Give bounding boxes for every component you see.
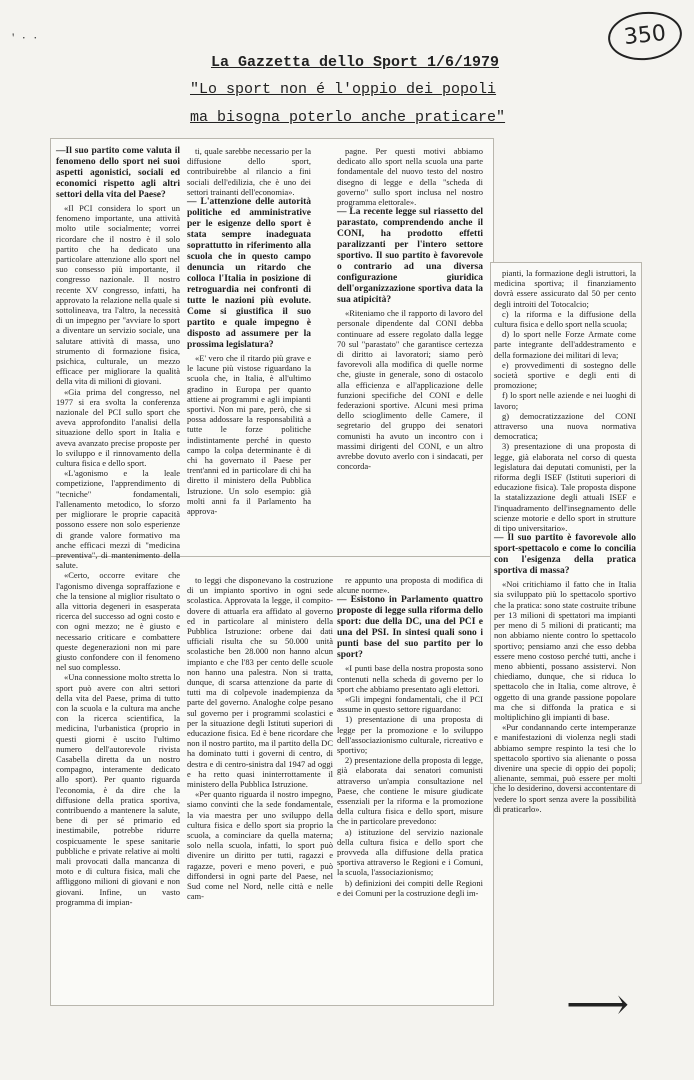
- article-paragraph: 3) presentazione di una proposta di legge, già elaborata nel corso di questa legislatura dai deputati comunisti, per la riforma degli ISEF (Istituti superiori di educazione fisica). Tale proposta dispone la statalizzazione degli attuali ISEF e l'inquadramento dell'insegnamento delle scienze motorie e dello sport in strutture di tipo universitario».: [494, 441, 636, 534]
- article-paragraph: «Gli impegni fondamentali, che il PCI assume in questo settore riguardano:: [337, 694, 483, 715]
- article-paragraph: «Gia prima del congresso, nel 1977 si era svolta la conferenza nazionale del PCI sullo sport che aveva approfondito l'analisi della situazione dello sport in Italia e aveva avanzato precise proposte per lo sviluppo e il rinnovamento della cultura fisica e dello sport.: [56, 386, 180, 469]
- article-paragraph: «L'agonismo e la leale competizione, l'apprendimento di "tecniche" fondamentali, l'allenamento metodico, lo sforzo per migliorare le proprie capacità possono essere non solo esperienze di grande valore formativo ma anche efficaci mezzi di "medicina preventiva", di mantenimento della salute.: [56, 468, 180, 571]
- corner-mark: ' · ·: [12, 30, 40, 45]
- article-paragraph: «E' vero che il ritardo più grave e le lacune più vistose riguardano la scuola che, in Italia, è all'ultimo gradino in Europa per quanto attiene ai programmi e agli impianti sportivi. Non mi pare, però, che si possa addossare la responsabilità a tutte le forze politiche indistintamente perché in questo campo la colpa determinante è di chi ha governato il Paese per trent'anni ed in particolare di chi ha diretto il ministero della Pubblica Istruzione. Un solo esempio: già molti anni fa il Parlamento ha approva-: [187, 353, 311, 517]
- title-line-1: "Lo sport non é l'oppio dei popoli: [190, 81, 497, 98]
- article-paragraph: «Il PCI considera lo sport un fenomeno importante, una attività molto utile socialmente; vorrei ricordare che il nostro è il solo partito che ha dedicato una particolare attenzione allo sport nel suo consesso più importante, il congresso nazionale. Il nostro recente XV congresso, infatti, ha approvato la relazione nella quale si sottolineava, tra l'altro, la necessità di un impegno per "avviare lo sport a diventare un servizio sociale, una salutare attività di massa, uno strumento di formazione fisica, psichica, culturale, un mezzo efficace per migliorare la qualità della vita di milioni di giovani.: [56, 203, 180, 387]
- article-column: [494, 268, 636, 814]
- title-line-2: ma bisogna poterlo anche praticare": [190, 109, 506, 126]
- article-paragraph: «I punti base della nostra proposta sono contenuti nella scheda di governo per lo sport che abbiamo presentato agli elettori.: [337, 663, 483, 694]
- article-paragraph: «Pur condannando certe intemperanze e manifestazioni di violenza negli stadi abbiamo sempre respinto la tesi che lo spettacolo sportivo sia alienante o possa divenire una specie di oppio dei popoli; alienante, semmai, può essere per molti che lo desiderino, doversi accontentare di vedere lo sport senza avere la possibilità di praticarlo».: [494, 722, 636, 814]
- article-column: [187, 575, 333, 998]
- article-paragraph: «Una connessione molto stretta lo sport può avere con altri settori della vita del Paese, prima di tutto con la scuola e la cultura ma anche con la ricerca scientifica, la medicina, l'urbanistica (proprio in questi giorni è uscito l'ultimo numero dell'autorevole rivista Casabella diretta da un nostro compagno, interamente dedicato allo sport). Per quanto riguarda l'economia, è da dire che la diffusione della pratica sportiva, contribuendo a mantenere la salute, bene di per sé primario ed inestimabile, potrebbe ridurre cospicuamente le spese sanitarie pubbliche e private relative ai molti mali provocati dalla mancanza di moto e di cultura fisica, mali che affliggono milioni di giovani e non giovani. Infine, un vasto programma di impian-: [56, 672, 180, 907]
- question-paragraph: — Il suo partito è favorevole allo sport-spettacolo e come lo concilia con l'esigenza della pratica sportiva di massa?: [494, 533, 636, 577]
- question-paragraph: — L'attenzione delle autorità politiche ed amministrative per le esigenze dello sport è stata sempre inadeguata soprattutto in riferimento alla scuola che in questo campo denuncia un ritardo che colloca l'Italia in posizione di retroguardia nei confronti di tutte le nazioni più evolute. Come si giustifica il suo partito e quale impegno è disposto ad assumere per la prossima legislatura?: [187, 197, 311, 351]
- article-column: [56, 146, 180, 998]
- article-paragraph: 2) presentazione della proposta di legge, già elaborata dai senatori comunisti attraverso un'ampia consultazione nel Paese, che contiene le misure giudicate essenziali per la riforma e la promozione della cultura fisica e dello sport, misure che in particolare prevedono:: [337, 755, 483, 827]
- article-paragraph: to leggi che disponevano la costruzione di un impianto sportivo in ogni sede scolastica. Approvata la legge, il compito-dovere di attuarla era affidato al governo ed in particolare al ministero della Pubblica Istruzione: orbene dai dati ufficiali risulta che su 50.000 unità scolastiche ben 28.000 non hanno alcun impianto e che l'83 per cento delle scuole non hanno una palestra. Non si tratta, dunque, di scarsa attenzione da parte di tutti ma di colpevole inadempienza da parte del governo. Analoghe colpe pesano sul governo per i programmi scolastici e per la situazione degli Istituti superiori di educazione fisica. Ed è bene ricordare che non il nostro partito, ma il partito della DC ha dominato tutti i governi di centro, di destra e di centro-sinistra dal 1947 ad oggi e ha retto quasi ininterrottamente il ministero della Pubblica Istruzione.: [187, 575, 333, 790]
- question-paragraph: — Esistono in Parlamento quattro proposte di legge sulla riforma dello sport: due della DC, una del PCI e una del PSI. In sintesi quali sono i punti base del suo partito per lo sport?: [337, 595, 483, 661]
- article-paragraph: d) lo sport nelle Forze Armate come parte integrante dell'addestramento e della formazione dei militari di leva;: [494, 329, 636, 360]
- article-paragraph: b) definizioni dei compiti delle Regioni e dei Comuni per la costruzione degli im-: [337, 877, 483, 898]
- folio-number: 350: [606, 8, 685, 63]
- article-header: [190, 54, 520, 126]
- article-paragraph: a) istituzione del servizio nazionale della cultura fisica e dello sport che provveda alla diffusione della pratica sportiva attraverso le Regioni e i Comuni, la scuola, l'associazionismo;: [337, 826, 483, 878]
- article-paragraph: 1) presentazione di una proposta di legge per la promozione e lo sviluppo dell'associazionismo culturale, ricreativo e sportivo;: [337, 714, 483, 756]
- article-paragraph: e) provvedimenti di sostegno delle società sportive e degli enti di promozione;: [494, 359, 636, 391]
- arrow-right-icon: ⟶: [566, 980, 630, 1029]
- article-paragraph: re appunto una proposta di modifica di alcune norme».: [337, 575, 483, 596]
- publication-line: La Gazzetta dello Sport 1/6/1979: [210, 54, 500, 71]
- article-column: [337, 146, 483, 570]
- question-paragraph: — La recente legge sul riassetto del parastato, comprendendo anche il CONI, ha prodotto effetti paralizzanti per l'intero settore sportivo. Il suo partito è favorevole o contrario ad una diversa configurazione giuridica dell'organizzazione sportiva data la sua atipicità?: [337, 207, 483, 306]
- article-paragraph: «Per quanto riguarda il nostro impegno, siamo convinti che la sede fondamentale, la via maestra per uno sviluppo della cultura fisica e dello sport sia proprio la scuola, a cominciare da quella materna; solo nella scuola, infatti, lo sport può divenire un diritto per tutti, ragazzi e ragazze, poveri e meno poveri, e può diffondersi in ogni parte del Paese, nel Sud come nel Nord, nelle città e nelle cam-: [187, 789, 333, 902]
- article-paragraph: g) democratizzazione del CONI attraverso una nuova normativa democratica;: [494, 410, 636, 442]
- article-paragraph: ti, quale sarebbe necessario per la diffusione dello sport, contribuirebbe al rilancio a fini sociali dell'edilizia, che è uno dei settori trainanti dell'economia».: [187, 146, 311, 197]
- article-paragraph: c) la riforma e la diffusione della cultura fisica e dello sport nella scuola;: [494, 308, 636, 330]
- question-paragraph: —Il suo partito come valuta il fenomeno dello sport nei suoi aspetti agonistici, sociali ed economici rispetto agli altri settori della vita del Paese?: [56, 146, 180, 200]
- article-paragraph: pianti, la formazione degli istruttori, la medicina sportiva; il finanziamento dovrà essere assicurato dal 50 per cento degli introiti del Totocalcio;: [494, 268, 636, 309]
- article-paragraph: «Riteniamo che il rapporto di lavoro del personale dipendente dal CONI debba continuare ad essere regolato dalla legge 70 sul "parastato" che garantisce certezza di diritto ai lavoratori; siamo però favorevoli alla modifica di quelle norme che, giuste in generale, sono di ostacolo alla efficienza e all'applicazione delle funzioni specifiche del CONI e delle federazioni sportive. Alcuni mesi prima dello scioglimento delle Camere, il segretario del gruppo dei senatori comunisti ha avuto un incontro con i massimi dirigenti del CONI, e un altro avrebbe dovuto averlo con i sindacati, per concorda-: [337, 308, 483, 472]
- article-paragraph: f) lo sport nelle aziende e nei luoghi di lavoro;: [494, 390, 636, 411]
- article-paragraph: «Certo, occorre evitare che l'agonismo divenga sopraffazione e che la tensione al miglior risultato o alla vittoria degeneri in esasperata ricerca del successo ad ogni costo e con ogni mezzo; ne è giusto e necessario criticare e combattere queste degenerazioni non mi pare giusto confondere con il fenomeno nel suo complesso.: [56, 570, 180, 673]
- article-paragraph: «Noi critichiamo il fatto che in Italia sia sviluppato più lo spettacolo sportivo che la pratica: sono state costruite tribune per 13 milioni di spettatori ma impianti per meno di 5 milioni di praticanti; ma non abbiamo niente contro lo spettacolo sportivo; pensiamo anzi che esso debba essere meno costoso perché tutti, anche i meno abbienti, possano assistervi. Non chiediamo, dunque, che si riduca lo spettacolo che in Italia, come altrove, è oggetto di una grande passione popolare ma che si diffonda la pratica e si moltiplichino gli impianti di base.: [494, 579, 636, 722]
- article-column: [187, 146, 311, 568]
- article-paragraph: pagne. Per questi motivi abbiamo dedicato allo sport nella scuola una parte fondamentale del nuovo testo del nostro disegno di legge e della "scheda di governo" sullo sport inclusa nel nostro programma elettorale».: [337, 146, 483, 208]
- article-column: [337, 575, 483, 998]
